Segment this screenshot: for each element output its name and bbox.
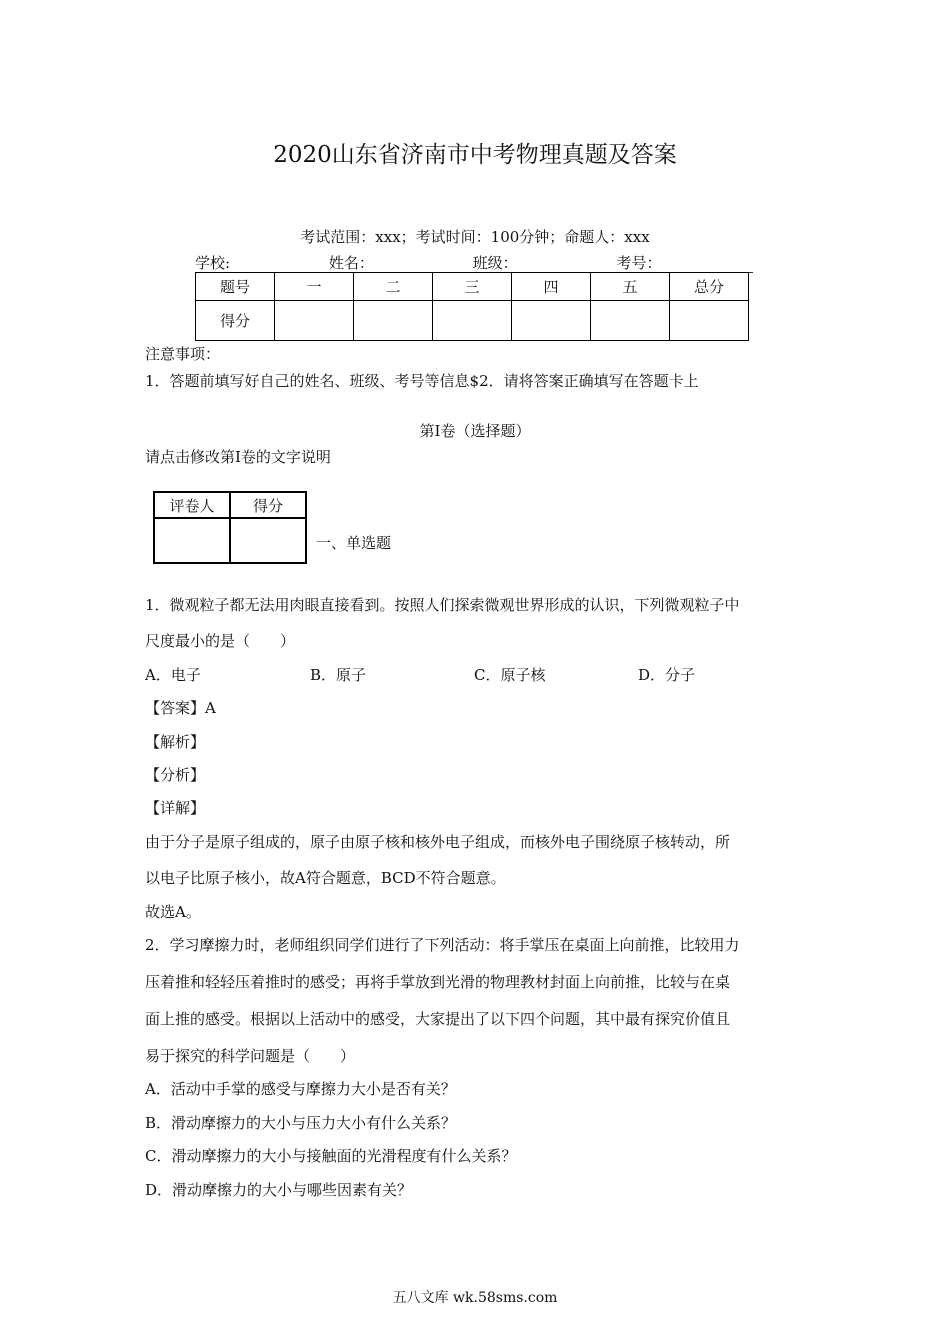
grader-cell	[230, 518, 306, 563]
score-header-cell: 三	[433, 273, 512, 301]
grader-header-cell: 得分	[230, 492, 306, 518]
score-table	[195, 272, 749, 341]
q2-option: B．滑动摩擦力的大小与压力大小有什么关系？	[145, 1114, 457, 1132]
score-header-cell: 二	[354, 273, 433, 301]
score-header-cell: 题号	[196, 273, 275, 301]
grader-cell	[154, 518, 230, 563]
school-blank	[230, 255, 324, 273]
part-title: 一、单选题	[316, 534, 392, 552]
q1-option: B．原子	[310, 666, 367, 684]
class-blank	[518, 255, 612, 273]
q2-option: C．滑动摩擦力的大小与接触面的光滑程度有什么关系？	[145, 1147, 517, 1165]
score-cell	[670, 301, 749, 341]
q1-stem-line: 1．微观粒子都无法用肉眼直接看到。按照人们探索微观世界形成的认识，下列微观粒子中	[145, 596, 740, 614]
q2-stem-line: 2．学习摩擦力时，老师组织同学们进行了下列活动：将手掌压在桌面上向前推，比较用力	[145, 936, 740, 954]
score-header-cell: 四	[512, 273, 591, 301]
q1-option: C．原子核	[474, 666, 546, 684]
number-label: 考号：	[616, 254, 662, 272]
score-cell	[512, 301, 591, 341]
q1-answer: 【答案】A	[145, 699, 216, 717]
section-title: 第I卷（选择题）	[419, 422, 531, 440]
score-header-cell: 一	[275, 273, 354, 301]
score-row-label: 得分	[196, 301, 275, 341]
q2-stem-line: 面上推的感受。根据以上活动中的感受，大家提出了以下四个问题，其中最有探究价值且	[145, 1010, 731, 1028]
section-description: 请点击修改第I卷的文字说明	[145, 448, 331, 466]
score-cell	[433, 301, 512, 341]
q2-option: D．滑动摩擦力的大小与哪些因素有关？	[145, 1181, 413, 1199]
q2-option: A．活动中手掌的感受与摩擦力大小是否有关？	[145, 1080, 456, 1098]
q1-option: D．分子	[638, 666, 696, 684]
page-footer: 五八文库 wk.58sms.com	[392, 1290, 558, 1306]
score-header-cell: 总分	[670, 273, 749, 301]
score-cell	[275, 301, 354, 341]
grader-header-cell: 评卷人	[154, 492, 230, 518]
grader-table	[153, 491, 307, 564]
q1-explanation-line: 以电子比原子核小，故A符合题意，BCD不符合题意。	[145, 869, 506, 887]
score-cell	[591, 301, 670, 341]
q2-stem-line: 压着推和轻轻压着推时的感受；再将手掌放到光滑的物理教材封面上向前推，比较与在桌	[145, 973, 731, 991]
number-blank	[661, 255, 753, 273]
q1-fenxi: 【分析】	[145, 766, 206, 784]
q1-stem-line: 尺度最小的是（ ）	[145, 632, 296, 650]
student-info-fields	[195, 252, 753, 273]
notes-heading: 注意事项：	[145, 345, 221, 363]
exam-info: 考试范围：xxx；考试时间：100分钟；命题人：xxx	[300, 228, 650, 246]
notes-line: 1．答题前填写好自己的姓名、班级、考号等信息$2．请将答案正确填写在答题卡上	[145, 372, 699, 390]
document-title: 2020山东省济南市中考物理真题及答案	[273, 142, 677, 168]
q1-analysis: 【解析】	[145, 733, 206, 751]
q2-stem-line: 易于探究的科学问题是（ ）	[145, 1047, 356, 1065]
school-label: 学校:	[195, 254, 231, 272]
score-cell	[354, 301, 433, 341]
q1-explanation-line: 由于分子是原子组成的，原子由原子核和核外电子组成，而核外电子围绕原子核转动，所	[145, 833, 731, 851]
name-label: 姓名：	[328, 254, 374, 272]
name-blank	[374, 255, 468, 273]
q1-option: A．电子	[145, 666, 201, 684]
q1-detail: 【详解】	[145, 799, 206, 817]
score-header-cell: 五	[591, 273, 670, 301]
class-label: 班级：	[472, 254, 518, 272]
q1-conclusion: 故选A。	[145, 903, 201, 921]
